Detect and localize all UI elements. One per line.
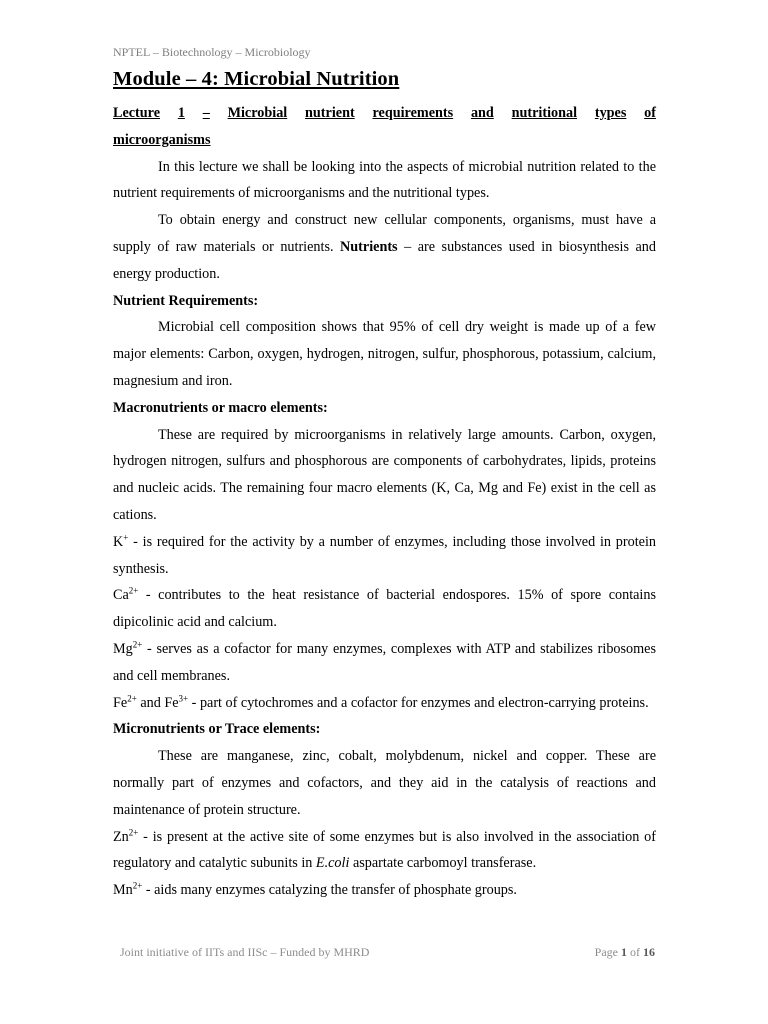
ion-charge: 2+ xyxy=(132,639,143,650)
ion-charge: 2+ xyxy=(128,826,139,837)
ion-charge: 2+ xyxy=(128,585,139,596)
magnesium-paragraph xyxy=(113,636,656,690)
ion-text: - part of cytochromes and a cofactor for enzymes and electron-carrying proteins. xyxy=(188,694,649,711)
lecture-title-line2: microorganisms xyxy=(113,131,211,148)
energy-text-before: To obtain energy and construct new cellular components, organisms, must have a supply of raw materials or nutrients. xyxy=(113,212,656,255)
footer-credit: Joint initiative of IITs and IISc – Funded by MHRD xyxy=(120,945,370,959)
lecture-title xyxy=(113,100,656,154)
energy-text-after: – are substances used in biosynthesis and energy production. xyxy=(113,238,656,282)
document-body xyxy=(113,100,656,904)
lecture-word: 1 xyxy=(177,105,185,121)
ion-symbol: Zn xyxy=(113,828,129,845)
ion-text: - serves as a cofactor for many enzymes, complexes with ATP and stabilizes ribosomes and cell membranes. xyxy=(113,640,656,684)
ion-symbol: Mg xyxy=(113,640,133,657)
lecture-word: and xyxy=(470,105,494,121)
ion-text: - is required for the activity by a number of enzymes, including those involved in protein synthesis. xyxy=(113,533,656,577)
potassium-paragraph xyxy=(113,529,656,583)
page-number xyxy=(595,945,655,960)
lecture-word: requirements xyxy=(372,105,454,121)
ion-text: aspartate carbomoyl transferase. xyxy=(349,855,537,872)
calcium-paragraph xyxy=(113,582,656,636)
lecture-title-line1 xyxy=(113,100,656,127)
ion-text: - aids many enzymes catalyzing the transfer of phosphate groups. xyxy=(142,882,517,899)
lecture-word: of xyxy=(644,105,656,121)
zinc-paragraph xyxy=(113,824,656,878)
lecture-word: Microbial xyxy=(227,105,288,121)
organism-name: E.coli xyxy=(315,855,350,872)
manganese-paragraph xyxy=(113,877,656,904)
ion-text: - is present at the active site of some enzymes but is also involved in the association of regulatory and catalytic subunits in xyxy=(113,828,656,872)
ion-charge: 2+ xyxy=(132,880,143,891)
page-header: NPTEL – Biotechnology – Microbiology xyxy=(113,45,311,59)
ion-symbol: K xyxy=(113,533,124,550)
ion-symbol: and Fe xyxy=(136,694,179,711)
nutrient-requirements-paragraph: Microbial cell composition shows that 95% of cell dry weight is made up of a few major elements: Carbon, oxygen, hydrogen, nitrogen, sulfur, phosphorous, potassium, calcium, magnesium and iron. xyxy=(113,319,656,389)
nutrient-requirements-heading: Nutrient Requirements: xyxy=(113,292,259,309)
iron-paragraph xyxy=(113,690,656,717)
ion-symbol: Fe xyxy=(113,694,128,711)
ion-charge: + xyxy=(123,532,129,543)
ion-text: - contributes to the heat resistance of bacterial endospores. 15% of spore contains dipicolinic acid and calcium. xyxy=(113,587,656,631)
lecture-word: nutritional xyxy=(511,105,578,121)
lecture-word: Lecture xyxy=(113,105,161,121)
micronutrients-paragraph: These are manganese, zinc, cobalt, molybdenum, nickel and copper. These are normally part of enzymes and cofactors, and they aid in the catalysis of reactions and maintenance of protein structure. xyxy=(113,748,656,818)
page-of: of xyxy=(627,945,643,959)
module-title: Module – 4: Microbial Nutrition xyxy=(113,68,400,90)
energy-paragraph xyxy=(113,207,656,287)
page-total: 16 xyxy=(643,945,655,959)
intro-paragraph: In this lecture we shall be looking into the aspects of microbial nutrition related to the nutrient requirements of microorganisms and the nutritional types. xyxy=(113,158,656,202)
ion-symbol: Ca xyxy=(113,587,129,604)
page-label: Page xyxy=(594,945,621,959)
macronutrients-paragraph: These are required by microorganisms in relatively large amounts. Carbon, oxygen, hydrogen nitrogen, sulfurs and phosphorous are components of carbohydrates, lipids, proteins and nucleic acids. The remaining four macro elements (K, Ca, Mg and Fe) exist in the cell as cations. xyxy=(113,426,656,523)
macronutrients-heading: Macronutrients or macro elements: xyxy=(113,399,328,416)
ion-charge: 3+ xyxy=(178,692,189,703)
lecture-word: nutrient xyxy=(305,105,355,121)
ion-symbol: Mn xyxy=(113,882,133,899)
page-current: 1 xyxy=(621,945,627,959)
lecture-word: – xyxy=(202,105,210,121)
nutrients-term: Nutrients xyxy=(340,238,398,255)
ion-charge: 2+ xyxy=(127,692,137,703)
micronutrients-heading: Micronutrients or Trace elements: xyxy=(113,721,321,738)
lecture-word: types xyxy=(594,105,627,121)
